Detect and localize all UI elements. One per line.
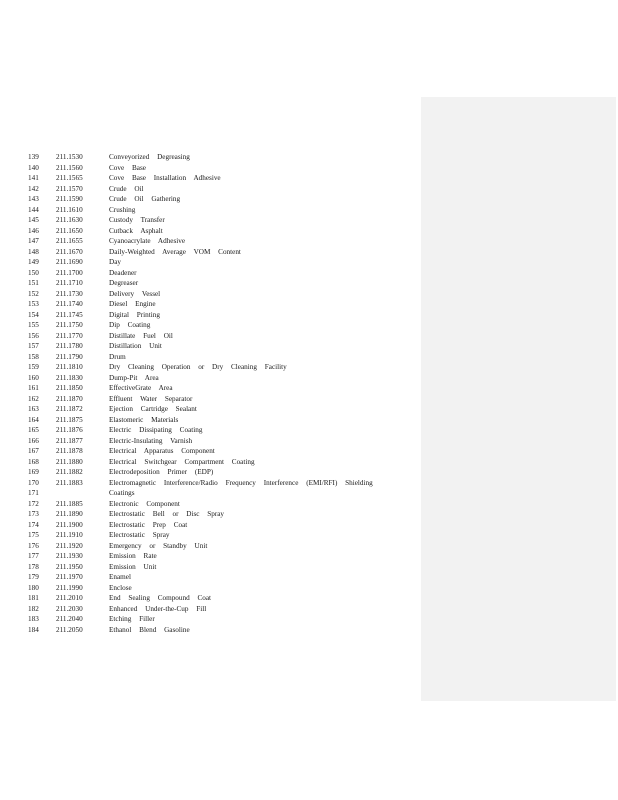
- section-code: 211.1850: [56, 384, 83, 392]
- section-code: 211.1690: [56, 258, 83, 266]
- line-number: 153: [28, 300, 39, 308]
- defined-term: Ethanol Blend Gasoline: [109, 625, 190, 634]
- defined-term: Degreaser: [109, 279, 139, 287]
- line-number: 142: [28, 184, 39, 193]
- defined-term: Custody Transfer: [109, 216, 165, 224]
- defined-term: Cove Base Installation Adhesive: [109, 174, 221, 182]
- line-number: 177: [28, 552, 39, 560]
- list-item: [0, 194, 420, 205]
- section-code: 211.1590: [56, 195, 83, 203]
- section-code: 211.1810: [56, 363, 83, 371]
- section-code: 211.2030: [56, 604, 83, 613]
- list-item: [0, 520, 420, 531]
- list-item: [0, 362, 420, 373]
- defined-term: Enclose: [109, 583, 132, 592]
- line-number: 180: [28, 583, 39, 592]
- section-code: 211.1710: [56, 279, 83, 287]
- defined-term: Digital Printing: [109, 310, 160, 319]
- section-code: 211.1920: [56, 541, 83, 550]
- line-number: 154: [28, 310, 39, 319]
- line-number: 181: [28, 594, 39, 602]
- section-code: 211.1900: [56, 520, 83, 529]
- section-code: 211.1930: [56, 552, 83, 560]
- line-number: 143: [28, 195, 39, 203]
- list-item: [0, 499, 420, 510]
- list-item: [0, 404, 420, 415]
- section-code: 211.1878: [56, 447, 83, 455]
- list-item: [0, 425, 420, 436]
- line-number: 164: [28, 415, 39, 424]
- line-number: 161: [28, 384, 39, 392]
- line-number: 144: [28, 205, 39, 214]
- section-code: 211.1890: [56, 510, 83, 518]
- section-code: 211.1885: [56, 499, 83, 508]
- list-item: [0, 614, 420, 625]
- line-number: 172: [28, 499, 39, 508]
- defined-term: Dip Coating: [109, 321, 151, 329]
- list-item: [0, 173, 420, 184]
- section-code: 211.1950: [56, 562, 83, 571]
- list-item: [0, 310, 420, 321]
- defined-term: Conveyorized Degreasing: [109, 153, 190, 161]
- defined-term: Cyanoacrylate Adhesive: [109, 237, 186, 245]
- list-item: [0, 352, 420, 363]
- list-item: [0, 562, 420, 573]
- section-code: 211.1883: [56, 478, 83, 487]
- line-number: 141: [28, 174, 39, 182]
- defined-term: Electrical Switchgear Compartment Coating: [109, 457, 255, 466]
- defined-term: Electric-Insulating Varnish: [109, 436, 193, 445]
- line-number: 140: [28, 163, 39, 172]
- list-item: [0, 583, 420, 594]
- list-item: [0, 446, 420, 457]
- defined-term: Enamel: [109, 573, 131, 581]
- list-item: [0, 373, 420, 384]
- section-code: 211.1872: [56, 405, 83, 413]
- defined-term: Electromagnetic Interference/Radio Frequency Interference (EMI/RFI) Shielding: [109, 478, 373, 487]
- section-code: 211.1530: [56, 153, 83, 161]
- defined-term: Distillation Unit: [109, 342, 162, 350]
- list-item: [0, 257, 420, 268]
- list-item: [0, 436, 420, 447]
- defined-term: End Sealing Compound Coat: [109, 594, 212, 602]
- defined-term: Delivery Vessel: [109, 289, 161, 298]
- list-item: [0, 383, 420, 394]
- line-number: 159: [28, 363, 39, 371]
- list-item: [0, 247, 420, 258]
- list-item: [0, 205, 420, 216]
- line-number: 149: [28, 258, 39, 266]
- list-item: [0, 541, 420, 552]
- line-number: 169: [28, 468, 39, 476]
- section-code: 211.1670: [56, 247, 83, 256]
- section-code: 211.1655: [56, 237, 83, 245]
- defined-term: Emission Unit: [109, 562, 157, 571]
- line-number: 174: [28, 520, 39, 529]
- list-item: [0, 184, 420, 195]
- list-item: [0, 467, 420, 478]
- section-code: 211.1870: [56, 394, 83, 403]
- section-code: 211.1610: [56, 205, 83, 214]
- line-number: 166: [28, 436, 39, 445]
- defined-term: Electric Dissipating Coating: [109, 426, 203, 434]
- line-number: 148: [28, 247, 39, 256]
- section-code: 211.1750: [56, 321, 83, 329]
- list-item: [0, 331, 420, 342]
- line-number: 160: [28, 373, 39, 382]
- section-code: 211.1770: [56, 331, 83, 340]
- defined-term: Elastomeric Materials: [109, 415, 179, 424]
- line-number: 145: [28, 216, 39, 224]
- defined-term: Dry Cleaning Operation or Dry Cleaning Facility: [109, 363, 287, 371]
- defined-term: Enhanced Under-the-Cup Fill: [109, 604, 207, 613]
- defined-term: Diesel Engine: [109, 300, 156, 308]
- list-item: [0, 299, 420, 310]
- list-item: [0, 320, 420, 331]
- list-item: [0, 625, 420, 636]
- defined-term: Etching Filler: [109, 615, 155, 623]
- line-number: 178: [28, 562, 39, 571]
- list-item: [0, 509, 420, 520]
- section-code: 211.1830: [56, 373, 83, 382]
- section-code: 211.1990: [56, 583, 83, 592]
- line-number: 182: [28, 604, 39, 613]
- line-number: 146: [28, 226, 39, 235]
- section-code: 211.1790: [56, 352, 83, 361]
- section-code: 211.1780: [56, 342, 83, 350]
- defined-term: Crude Oil Gathering: [109, 195, 181, 203]
- section-code: 211.1700: [56, 268, 83, 277]
- line-number: 152: [28, 289, 39, 298]
- definitions-list: [0, 152, 420, 635]
- defined-term: Ejection Cartridge Sealant: [109, 405, 197, 413]
- defined-term: Crude Oil: [109, 184, 144, 193]
- defined-term: Day: [109, 258, 121, 266]
- defined-term: Electrical Apparatus Component: [109, 447, 215, 455]
- defined-term: Effluent Water Separator: [109, 394, 193, 403]
- line-number: 156: [28, 331, 39, 340]
- defined-term: Deadener: [109, 268, 137, 277]
- defined-term: Drum: [109, 352, 126, 361]
- line-number: 171: [28, 489, 39, 497]
- defined-term: Coatings: [109, 489, 135, 497]
- defined-term: Cove Base: [109, 163, 146, 172]
- line-number: 179: [28, 573, 39, 581]
- line-number: 167: [28, 447, 39, 455]
- defined-term: Dump-Pit Area: [109, 373, 159, 382]
- defined-term: Distillate Fuel Oil: [109, 331, 173, 340]
- line-number: 162: [28, 394, 39, 403]
- comment-margin-pane: [421, 97, 616, 701]
- list-item: [0, 152, 420, 163]
- list-item: [0, 163, 420, 174]
- section-code: 211.1565: [56, 174, 83, 182]
- line-number: 150: [28, 268, 39, 277]
- line-number: 184: [28, 625, 39, 634]
- line-number: 139: [28, 153, 39, 161]
- defined-term: Cutback Asphalt: [109, 226, 163, 235]
- list-item: [0, 236, 420, 247]
- section-code: 211.1882: [56, 468, 83, 476]
- line-number: 165: [28, 426, 39, 434]
- defined-term: Emergency or Standby Unit: [109, 541, 208, 550]
- section-code: 211.1880: [56, 457, 83, 466]
- line-number: 175: [28, 531, 39, 539]
- list-item: [0, 457, 420, 468]
- list-item: [0, 394, 420, 405]
- list-item: [0, 341, 420, 352]
- section-code: 211.1970: [56, 573, 83, 581]
- list-item: [0, 572, 420, 583]
- defined-term: Electrostatic Bell or Disc Spray: [109, 510, 225, 518]
- line-number: 158: [28, 352, 39, 361]
- defined-term: Electrodeposition Primer (EDP): [109, 468, 214, 476]
- section-code: 211.1910: [56, 531, 83, 539]
- list-item: [0, 226, 420, 237]
- list-item: [0, 478, 420, 489]
- line-number: 151: [28, 279, 39, 287]
- line-number: 157: [28, 342, 39, 350]
- defined-term: Electronic Component: [109, 499, 180, 508]
- list-item: [0, 593, 420, 604]
- section-code: 211.2050: [56, 625, 83, 634]
- section-code: 211.1740: [56, 300, 83, 308]
- list-item: [0, 289, 420, 300]
- section-code: 211.1876: [56, 426, 83, 434]
- section-code: 211.2040: [56, 615, 83, 623]
- defined-term: Electrostatic Prep Coat: [109, 520, 188, 529]
- line-number: 170: [28, 478, 39, 487]
- list-item: [0, 268, 420, 279]
- list-item: [0, 215, 420, 226]
- section-code: 211.1630: [56, 216, 83, 224]
- section-code: 211.1650: [56, 226, 83, 235]
- list-item: [0, 551, 420, 562]
- line-number: 173: [28, 510, 39, 518]
- section-code: 211.2010: [56, 594, 83, 602]
- line-number: 183: [28, 615, 39, 623]
- list-item: [0, 415, 420, 426]
- list-item: [0, 530, 420, 541]
- defined-term: Electrostatic Spray: [109, 531, 170, 539]
- defined-term: EffectiveGrate Area: [109, 384, 173, 392]
- section-code: 211.1560: [56, 163, 83, 172]
- list-item: [0, 604, 420, 615]
- line-number: 168: [28, 457, 39, 466]
- section-code: 211.1730: [56, 289, 83, 298]
- line-number: 176: [28, 541, 39, 550]
- section-code: 211.1745: [56, 310, 83, 319]
- defined-term: Daily-Weighted Average VOM Content: [109, 247, 241, 256]
- line-number: 163: [28, 405, 39, 413]
- line-number: 155: [28, 321, 39, 329]
- list-item: [0, 278, 420, 289]
- line-number: 147: [28, 237, 39, 245]
- section-code: 211.1570: [56, 184, 83, 193]
- defined-term: Crushing: [109, 205, 136, 214]
- section-code: 211.1875: [56, 415, 83, 424]
- defined-term: Emission Rate: [109, 552, 157, 560]
- section-code: 211.1877: [56, 436, 83, 445]
- list-item: [0, 488, 420, 499]
